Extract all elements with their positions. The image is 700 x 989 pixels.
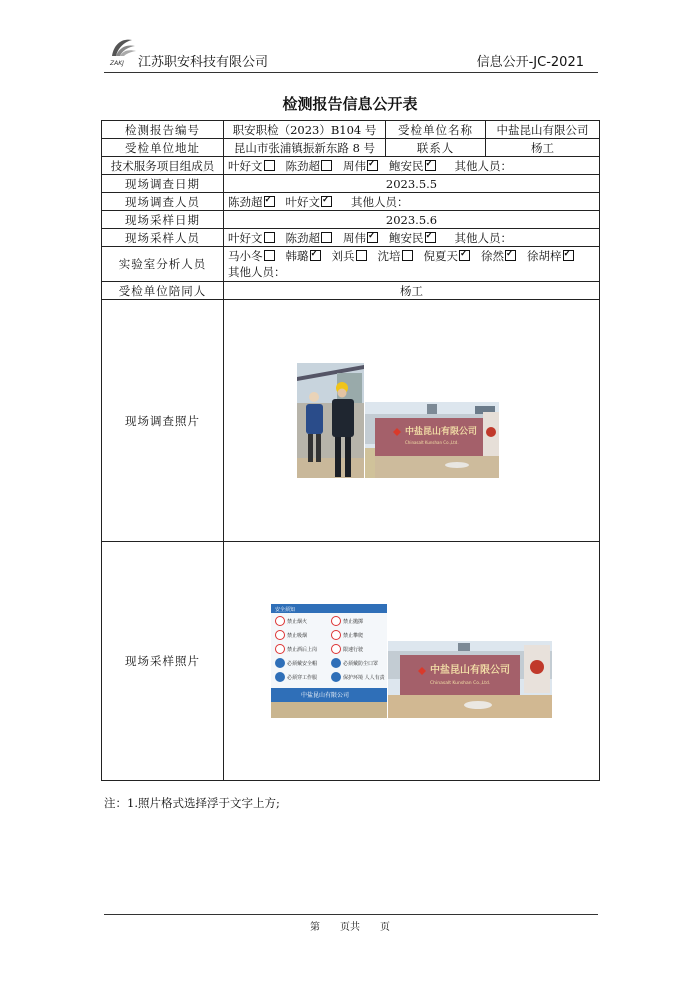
survey-photo-label: 现场调查照片: [102, 300, 224, 542]
person-name: 周伟: [343, 158, 366, 173]
svg-text:Chinasalt Kunshan Co.,Ltd.: Chinasalt Kunshan Co.,Ltd.: [405, 440, 459, 445]
tech-team-label: 技术服务项目组成员: [102, 157, 224, 175]
table-row: [102, 247, 600, 282]
safety-sign-label: 禁止酒后上岗: [287, 647, 318, 653]
company-name: 江苏职安科技有限公司: [138, 55, 269, 70]
person-name: 沈培: [377, 249, 401, 263]
table-row: [102, 542, 600, 781]
safety-sign-icon: [276, 659, 285, 668]
checkbox-icon: [356, 250, 367, 261]
table-row: [102, 300, 600, 542]
logo-icon: [106, 34, 138, 68]
page-prefix: 第: [310, 922, 320, 933]
checkbox-icon: [321, 160, 332, 171]
checkbox-icon: [264, 250, 275, 261]
footer-divider: [104, 914, 598, 915]
person-name: 韩璐: [285, 249, 309, 263]
checkbox-icon: [264, 160, 275, 171]
page-suffix: 页: [380, 922, 390, 933]
person-name: 马小冬: [228, 249, 263, 263]
checkbox-icon: [264, 196, 275, 207]
lab-list: [224, 247, 600, 282]
unit-name-label: 受检单位名称: [386, 121, 486, 139]
checkbox-icon: [425, 160, 436, 171]
person-name: 叶好文: [285, 194, 320, 209]
svg-text:ZAKJ: ZAKJ: [110, 60, 124, 67]
safety-sign-icon: [276, 617, 285, 626]
tech-team-list: [224, 157, 600, 175]
survey-photo-people: [297, 363, 364, 478]
safety-sign-icon: [276, 645, 285, 654]
survey-photo-cell: [224, 300, 600, 542]
escort-label: 受检单位陪同人: [102, 282, 224, 300]
person-name: 倪夏天: [423, 249, 458, 263]
address-value: 昆山市张浦镇振新东路 8 号: [224, 139, 386, 157]
report-no-label: 检测报告编号: [102, 121, 224, 139]
lab-label: 实验室分析人员: [102, 247, 224, 282]
surveyors-label: 现场调查人员: [102, 193, 224, 211]
checkbox-icon: [367, 232, 378, 243]
checkbox-icon: [425, 232, 436, 243]
table-row: [102, 121, 600, 139]
contact-label: 联系人: [386, 139, 486, 157]
svg-text:Chinasalt Kunshan Co.,Ltd.: Chinasalt Kunshan Co.,Ltd.: [430, 681, 491, 686]
unit-name-value: 中盐昆山有限公司: [486, 121, 600, 139]
safety-sign-label: 禁止攀爬: [343, 633, 364, 639]
sampling-photo-safety-board: [271, 604, 387, 718]
person-name: 周伟: [343, 230, 366, 245]
survey-date-value: 2023.5.5: [224, 175, 600, 193]
svg-text:安全须知: 安全须知: [275, 607, 296, 613]
others-label: 其他人员：: [351, 194, 409, 209]
safety-sign-icon: [332, 631, 341, 640]
safety-sign-label: 必须戴防尘口罩: [343, 661, 379, 667]
safety-sign-icon: [332, 617, 341, 626]
survey-date-label: 现场调查日期: [102, 175, 224, 193]
page-title: 检测报告信息公开表: [282, 95, 418, 113]
safety-sign-label: 禁止烟火: [287, 619, 308, 625]
table-row: [102, 282, 600, 300]
contact-value: 杨工: [486, 139, 600, 157]
person-name: 叶好文: [228, 230, 263, 245]
person-name: 刘兵: [331, 249, 355, 263]
person-name: 鲍安民: [389, 230, 424, 245]
table-row: [102, 229, 600, 247]
safety-sign-icon: [332, 645, 341, 654]
safety-sign-label: 禁止抛掷: [343, 619, 364, 625]
checkbox-icon: [367, 160, 378, 171]
table-row: [102, 157, 600, 175]
svg-text:中盐昆山有限公司: 中盐昆山有限公司: [301, 692, 350, 699]
safety-sign-label: 必须戴安全帽: [287, 661, 318, 667]
others-label: 其他人员：: [454, 230, 512, 245]
svg-text:中盐昆山有限公司: 中盐昆山有限公司: [430, 665, 510, 676]
person-name: 陈劲超: [228, 194, 263, 209]
person-name: 叶好文: [228, 158, 263, 173]
checkbox-icon: [459, 250, 470, 261]
safety-sign-icon: [276, 631, 285, 640]
company-logo: [106, 34, 138, 68]
page-header: [104, 34, 598, 73]
sampling-date-value: 2023.5.6: [224, 211, 600, 229]
checkbox-icon: [264, 232, 275, 243]
person-name: 徐胡梓: [527, 249, 562, 263]
page-footer: [0, 918, 700, 933]
safety-sign-label: 限速行驶: [343, 647, 364, 653]
checkbox-icon: [310, 250, 321, 261]
person-name: 鲍安民: [389, 158, 424, 173]
safety-sign-icon: [332, 659, 341, 668]
checkbox-icon: [563, 250, 574, 261]
report-no-value: 职安职检（2023）B104 号: [224, 121, 386, 139]
escort-value: 杨工: [224, 282, 600, 300]
others-label: 其他人员：: [454, 158, 512, 173]
others-label: 其他人员：: [228, 265, 286, 279]
address-label: 受检单位地址: [102, 139, 224, 157]
table-row: [102, 211, 600, 229]
samplers-list: [224, 229, 600, 247]
safety-sign-label: 禁止吸烟: [287, 633, 308, 639]
sampling-photo-cell: [224, 542, 600, 781]
page-middle: 页共: [340, 922, 360, 933]
sampling-photo-label: 现场采样照片: [102, 542, 224, 781]
safety-sign-label: 必须穿工作服: [287, 675, 318, 681]
safety-sign-label: 保护环境 人人有责: [343, 675, 385, 681]
table-row: [102, 139, 600, 157]
document-number: 信息公开-JC-2021: [476, 55, 584, 70]
checkbox-icon: [321, 196, 332, 207]
footnote: 注：1.照片格式选择浮于文字上方;: [104, 796, 280, 810]
sampling-date-label: 现场采样日期: [102, 211, 224, 229]
person-name: 陈劲超: [285, 230, 320, 245]
sampling-photo-sign: [388, 641, 552, 718]
surveyors-list: [224, 193, 600, 211]
report-info-table: [101, 120, 600, 781]
svg-text:中盐昆山有限公司: 中盐昆山有限公司: [405, 427, 478, 437]
person-name: 陈劲超: [285, 158, 320, 173]
checkbox-icon: [402, 250, 413, 261]
checkbox-icon: [505, 250, 516, 261]
checkbox-icon: [321, 232, 332, 243]
survey-photo-sign: [365, 402, 499, 478]
person-name: 徐然: [481, 249, 504, 263]
samplers-label: 现场采样人员: [102, 229, 224, 247]
safety-sign-icon: [276, 673, 285, 682]
table-row: [102, 175, 600, 193]
table-row: [102, 193, 600, 211]
safety-sign-icon: [332, 673, 341, 682]
